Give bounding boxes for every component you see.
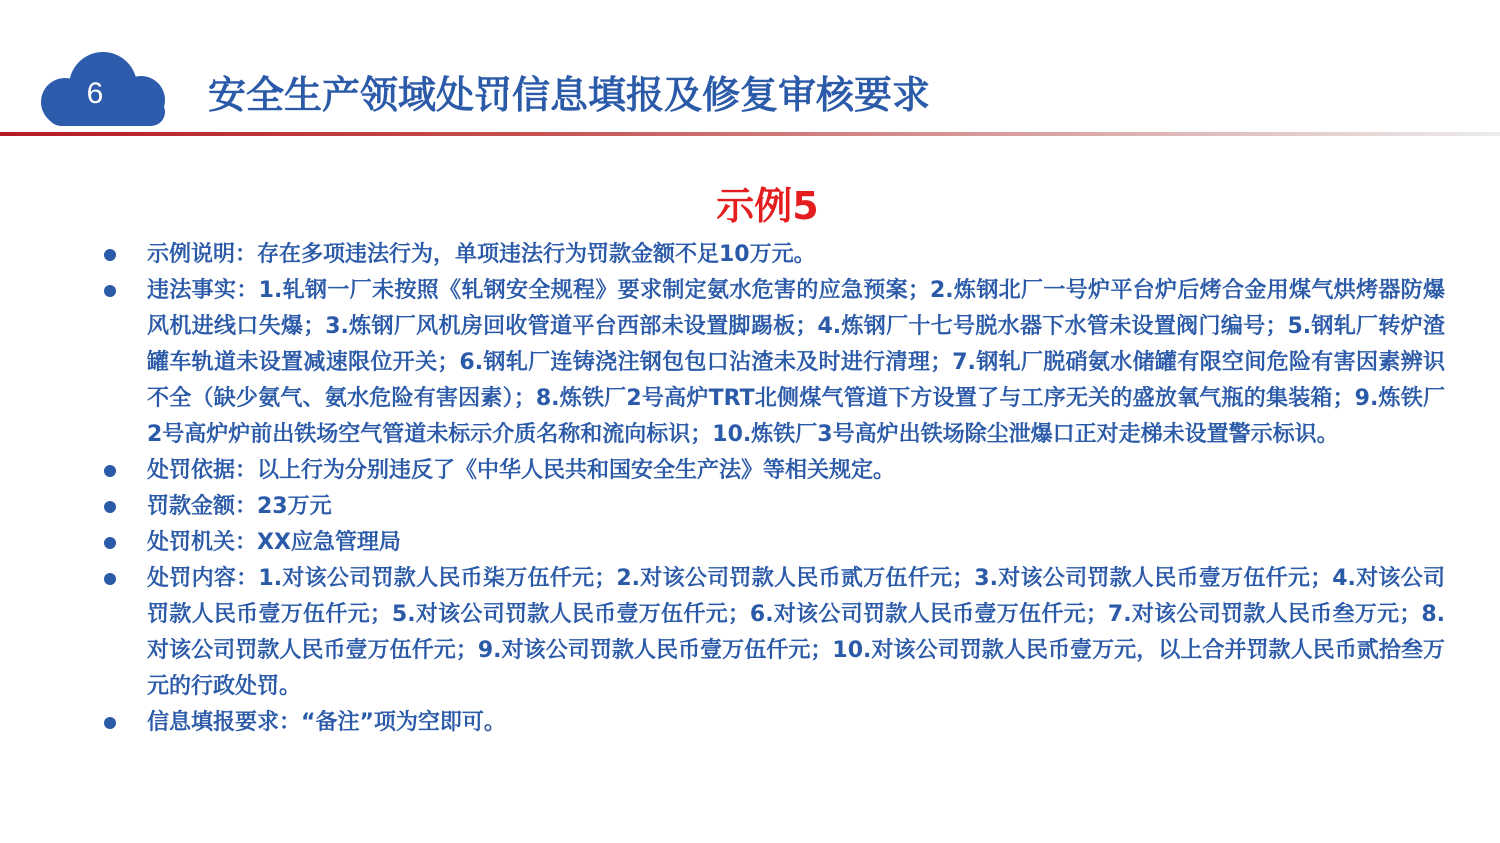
list-item-violation-facts [100,273,1445,453]
dot-bullet-icon [104,717,116,729]
list-item-penalty-authority [100,525,1445,561]
dot-bullet-icon [104,573,116,585]
item-text: 处罚依据：以上行为分别违反了《中华人民共和国安全生产法》等相关规定。 [147,458,896,483]
cloud-icon [33,48,171,128]
item-text: 罚款金额：23万元 [147,494,332,519]
item-text: 处罚机关：XX应急管理局 [147,530,401,555]
dot-bullet-icon [104,465,116,477]
content-list [100,237,1445,741]
list-item-description [100,237,1445,273]
item-text: 违法事实：1.轧钢一厂未按照《轧钢安全规程》要求制定氨水危害的应急预案；2.炼钢北厂一号炉平台炉后烤合金用煤气烘烤器防爆风机进线口失爆；3.炼钢厂风机房回收管道平台西部未设置脚踢板；4.炼钢厂十七号脱水器下水管未设置阀门编号；5.钢轧厂转炉渣罐车轨道未设置减速限位开关；6.钢轧厂连铸浇注钢包包口沾渣未及时进行清理；7.钢轧厂脱硝氨水储罐有限空间危险有害因素辨识不全（缺少氨气、氨水危险有害因素）；8.炼铁厂2号高炉TRT北侧煤气管道下方设置了与工序无关的盛放氧气瓶的集装箱；9.炼铁厂2号高炉炉前出铁场空气管道未标示介质名称和流向标识；10.炼铁厂3号高炉出铁场除尘泄爆口正对走梯未设置警示标识。 [147,278,1445,447]
item-text: 信息填报要求：“备注”项为空即可。 [147,710,506,735]
example-title: 示例5 [716,184,819,228]
slide-header [0,0,1500,140]
item-text: 处罚内容：1.对该公司罚款人民币柒万伍仟元；2.对该公司罚款人民币贰万伍仟元；3.对该公司罚款人民币壹万伍仟元；4.对该公司罚款人民币壹万伍仟元；5.对该公司罚款人民币壹万伍仟元；6.对该公司罚款人民币壹万伍仟元；7.对该公司罚款人民币叁万元；8.对该公司罚款人民币壹万伍仟元；9.对该公司罚款人民币壹万伍仟元；10.对该公司罚款人民币壹万元，以上合并罚款人民币贰拾叁万元的行政处罚。 [147,566,1445,699]
dot-bullet-icon [104,501,116,513]
dot-bullet-icon [104,537,116,549]
list-item-penalty-content [100,561,1445,705]
section-number: 6 [86,77,104,110]
item-text: 示例说明：存在多项违法行为，单项违法行为罚款金额不足10万元。 [147,242,816,267]
list-item-fine-amount [100,489,1445,525]
dot-bullet-icon [104,249,116,261]
dot-bullet-icon [104,285,116,297]
list-item-penalty-basis [100,453,1445,489]
header-divider [0,132,1500,136]
page-title: 安全生产领域处罚信息填报及修复审核要求 [208,73,931,117]
list-item-filing-requirement [100,705,1445,741]
